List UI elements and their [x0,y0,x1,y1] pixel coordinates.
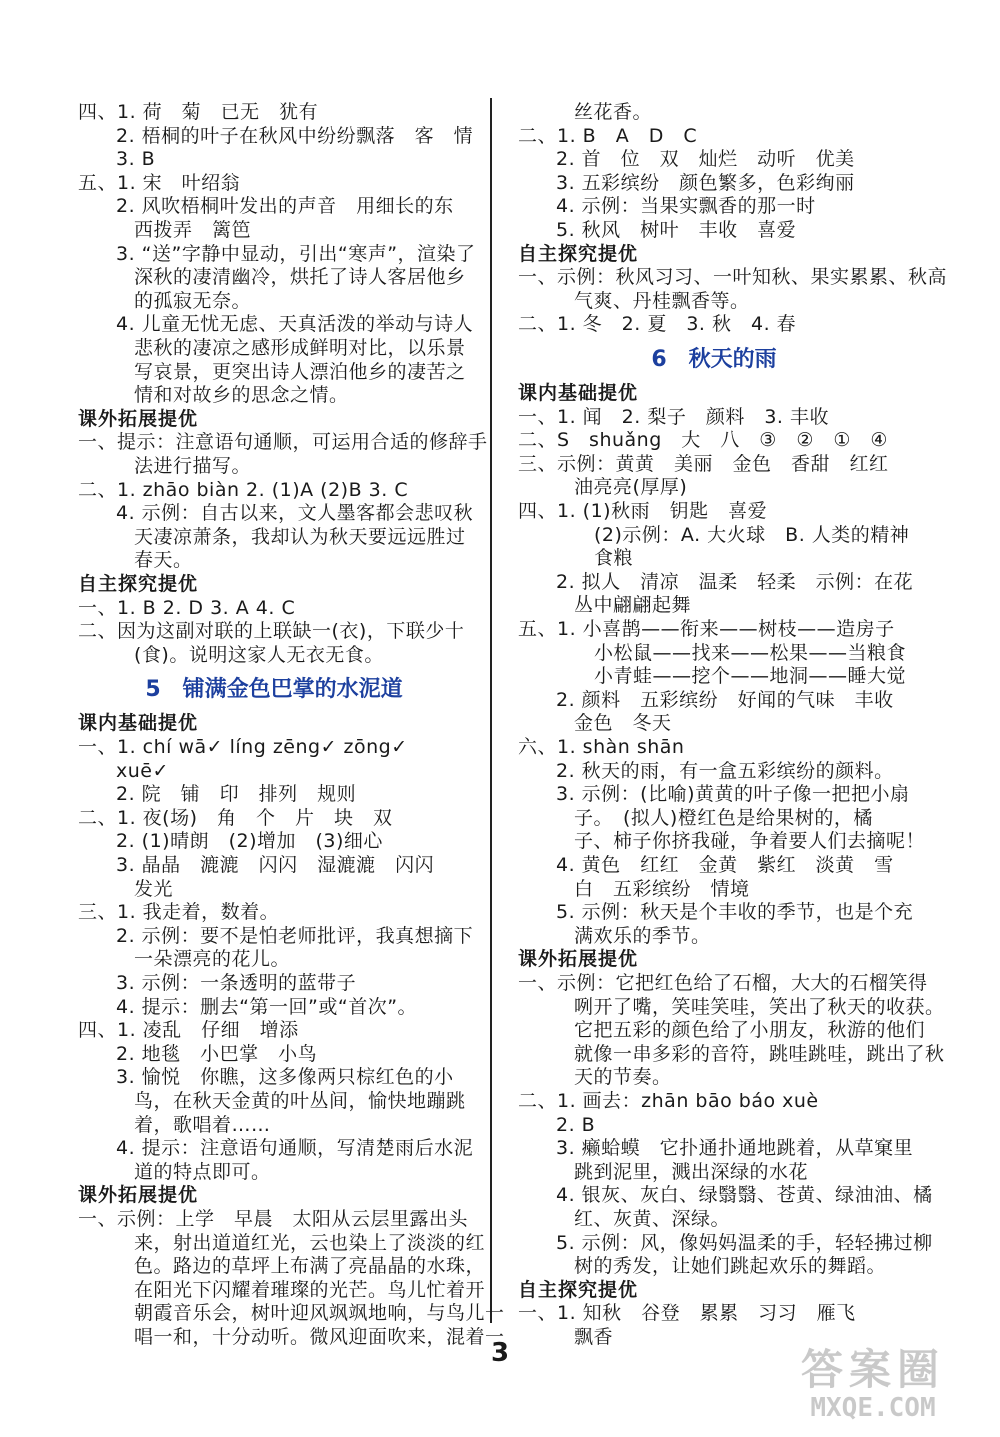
answer-line: 4. 示例：当果实飘香的那一时 [556,195,816,218]
answer-line: 跳到泥里，溅出深绿的水花 [574,1160,809,1183]
answer-line: 悲秋的凄凉之感形成鲜明对比，以乐景 [134,337,466,359]
column-divider [490,98,492,1323]
answer-line: 5. 秋风 树叶 丰收 喜爱 [556,219,797,241]
answer-line: 4. 提示：删去“第一回”或“首次”。 [116,995,418,1018]
answer-line: 四、1. 荷 菊 已无 犹有 [78,101,319,123]
answer-line: 白 五彩缤纷 情境 [574,877,750,900]
watermark-url: MXQE.COM [810,1393,936,1423]
answer-line: 金色 冬天 [574,712,672,735]
answer-line: 5. 示例：秋天是个丰收的季节，也是个充 [556,901,914,924]
answer-line: 飘香 [574,1326,614,1348]
answer-line: 五、1. 小喜鹊——衔来——树枝——造房子 [518,618,895,640]
answer-line: 天的节奏。 [574,1066,672,1089]
section-heading: 课内基础提优 [518,382,639,404]
answer-line: 三、1. 我走着，数着。 [78,901,280,924]
watermark-text: 答案圈 [800,1345,945,1394]
answer-line: 满欢乐的季节。 [574,924,711,947]
answer-line: 4. 儿童无忧无虑、天真活泼的举动与诗人 [116,313,474,336]
answer-line: 就像一串多彩的音符，跳哇跳哇，跳出了秋 [574,1042,945,1065]
answer-line: 5. 示例：风，像妈妈温柔的手，轻轻拂过柳 [556,1231,933,1254]
answer-line: 子。 (拟人)橙红色是给果树的，橘 [574,806,873,829]
answer-line: 写哀景，更突出诗人漂泊他乡的凄苦之 [134,360,466,383]
answer-line: 发光 [134,877,174,900]
answer-line: 3. B [116,148,156,171]
answer-line: 丛中翩翩起舞 [574,594,692,617]
answer-line: 气爽、丹桂飘香等。 [574,289,750,312]
answer-line: 2. 示例：要不是怕老师批评，我真想摘下 [116,924,474,947]
answer-line: 二、1. 夜(场) 角 个 片 块 双 [78,806,393,829]
answer-line: 2. 梧桐的叶子在秋风中纷纷飘落 客 情 [116,124,474,147]
answer-line: 一朵漂亮的花儿。 [134,948,291,971]
answer-line: 唱一和，十分动听。微风迎面吹来，混着一 [134,1326,505,1348]
section-heading: 课外拓展提优 [78,1184,199,1207]
answer-line: 二、1. zhāo biàn 2. (1)A (2)B 3. C [78,478,409,501]
answer-line: 的孤寂无奈。 [134,289,252,312]
section-heading: 课外拓展提优 [78,407,199,430]
answer-line: 一、示例：秋风习习、一叶知秋、果实累累、秋高 [518,266,948,289]
answer-line: 2. 拟人 清凉 温柔 轻柔 示例：在花 [556,570,914,593]
lesson-title: 6 秋天的雨 [651,347,777,372]
answer-line: 二、1. 冬 2. 夏 3. 秋 4. 春 [518,313,797,336]
answer-line: 4. 提示：注意语句通顺，写清楚雨后水泥 [116,1137,474,1160]
answer-line: 三、示例：黄黄 美丽 金色 香甜 红红 [518,452,889,475]
answer-line: 油亮亮(厚厚) [574,476,688,499]
answer-line: 法进行描写。 [134,455,252,477]
answer-line: 二、因为这副对联的上联缺一(衣)，下联少十 [78,620,465,643]
answer-line: 3. 示例：一条透明的蓝带子 [116,972,357,994]
answer-line: 天凄凉萧条，我却认为秋天要远远胜过 [134,525,466,548]
answer-line: 2. 地毯 小巴掌 小鸟 [116,1042,318,1065]
answer-line: 西拨弄 篱笆 [134,219,252,241]
answer-line: 道的特点即可。 [134,1160,271,1183]
answer-line: 3. 晶晶 漉漉 闪闪 湿漉漉 闪闪 [116,854,435,876]
answer-line: 2. (1)晴朗 (2)增加 (3)细心 [116,830,383,853]
answer-line: 2. B [556,1113,596,1136]
answer-line: 一、1. chí wā✓ líng zēng✓ zōng✓ [78,736,408,758]
answer-line: 3. 示例：(比喻)黄黄的叶子像一把把小扇 [556,783,910,806]
answer-line: 树的秀发，让她们跳起欢乐的舞蹈。 [574,1255,887,1278]
answer-line: 二、1. B A D C [518,124,698,147]
answer-line: 3. 癞蛤蟆 它扑通扑通地跳着，从草窠里 [556,1137,914,1160]
section-heading: 课内基础提优 [78,712,199,735]
answer-line: 小青蛙——挖个——地洞——睡大觉 [594,665,907,688]
answer-line: 食粮 [594,547,634,570]
page-number: 3 [490,1338,510,1368]
answer-line: 2. 院 铺 印 排列 规则 [116,783,357,806]
watermark-logo [768,1337,978,1429]
answer-line: 子、柿子你挤我碰，争着要人们去摘呢！ [574,830,926,853]
answer-line: 它把五彩的颜色给了小朋友，秋游的他们 [574,1019,926,1042]
answer-line: 四、1. 凌乱 仔细 增添 [78,1019,299,1042]
answer-line: 咧开了嘴，笑哇笑哇，笑出了秋天的收获。 [574,995,945,1018]
answer-line: 鸟，在秋天金黄的叶丛间，愉快地蹦跳 [134,1090,466,1112]
answer-line: 4. 银灰、灰白、绿翳翳、苍黄、绿油油、橘 [556,1184,933,1207]
answer-line: 小松鼠——找来——松果——当粮食 [594,641,907,664]
answer-line: 深秋的凄清幽冷，烘托了诗人客居他乡 [134,266,466,289]
answer-line: 4. 示例：自古以来，文人墨客都会悲叹秋 [116,502,474,525]
answer-line: 2. 秋天的雨，有一盒五彩缤纷的颜料。 [556,759,894,782]
answer-line: 情和对故乡的思念之情。 [134,384,349,407]
answer-line: 红、灰黄、深绿。 [574,1208,731,1230]
answer-line: xuē✓ [116,759,169,782]
answer-line: 3. 愉悦 你瞧，这多像两只棕红色的小 [116,1066,454,1089]
answer-line: 在阳光下闪耀着璀璨的光芒。鸟儿忙着开 [134,1278,486,1301]
answer-line: (食)。说明这家人无衣无食。 [134,643,384,666]
answer-line: 春天。 [134,549,193,572]
answer-line: 一、1. B 2. D 3. A 4. C [78,596,296,619]
section-heading: 课外拓展提优 [518,948,639,971]
lesson-title: 5 铺满金色巴掌的水泥道 [145,677,403,703]
answer-line: 4. 黄色 红红 金黄 紫红 淡黄 雪 [556,854,894,876]
answer-line: 着，歌唱着…… [134,1113,271,1136]
answer-line: 六、1. shàn shān [518,736,685,758]
section-heading: 自主探究提优 [518,242,639,265]
answer-line: 二、S shuǎng 大 八 ③ ② ① ④ [518,429,888,452]
answer-line: 2. 首 位 双 灿烂 动听 优美 [556,148,855,171]
section-heading: 自主探究提优 [518,1278,639,1301]
answer-line: 来，射出道道红光，云也染上了淡淡的红 [134,1231,486,1254]
answer-line: 五、1. 宋 叶绍翁 [78,171,241,194]
answer-line: 四、1. (1)秋雨 钥匙 喜爱 [518,500,768,522]
answer-line: 丝花香。 [574,101,653,123]
answer-line: (2)示例：A. 大火球 B. 人类的精神 [594,523,910,546]
answer-line: 一、示例：它把红色给了石榴，大大的石榴笑得 [518,972,928,994]
section-heading: 自主探究提优 [78,573,199,595]
answer-line: 一、1. 闻 2. 梨子 颜料 3. 丰收 [518,405,830,428]
answer-line: 2. 风吹梧桐叶发出的声音 用细长的东 [116,195,454,218]
answer-line: 朝霞音乐会，树叶迎风飒飒地响，与鸟儿一 [134,1302,505,1325]
answer-line: 3. 五彩缤纷 颜色繁多，色彩绚丽 [556,171,855,194]
answer-line: 一、示例：上学 早晨 太阳从云层里露出头 [78,1208,469,1230]
answer-line: 一、提示：注意语句通顺，可运用合适的修辞手 [78,431,488,454]
answer-line: 3. “送”字静中显动，引出“寒声”，渲染了 [116,242,476,265]
answer-line: 2. 颜料 五彩缤纷 好闻的气味 丰收 [556,688,894,711]
answer-line: 色。路边的草坪上布满了亮晶晶的水珠， [134,1255,486,1278]
answer-line: 一、1. 知秋 谷登 累累 习习 雁飞 [518,1302,856,1325]
answer-line: 二、1. 画去：zhān bāo báo xuè [518,1090,819,1112]
